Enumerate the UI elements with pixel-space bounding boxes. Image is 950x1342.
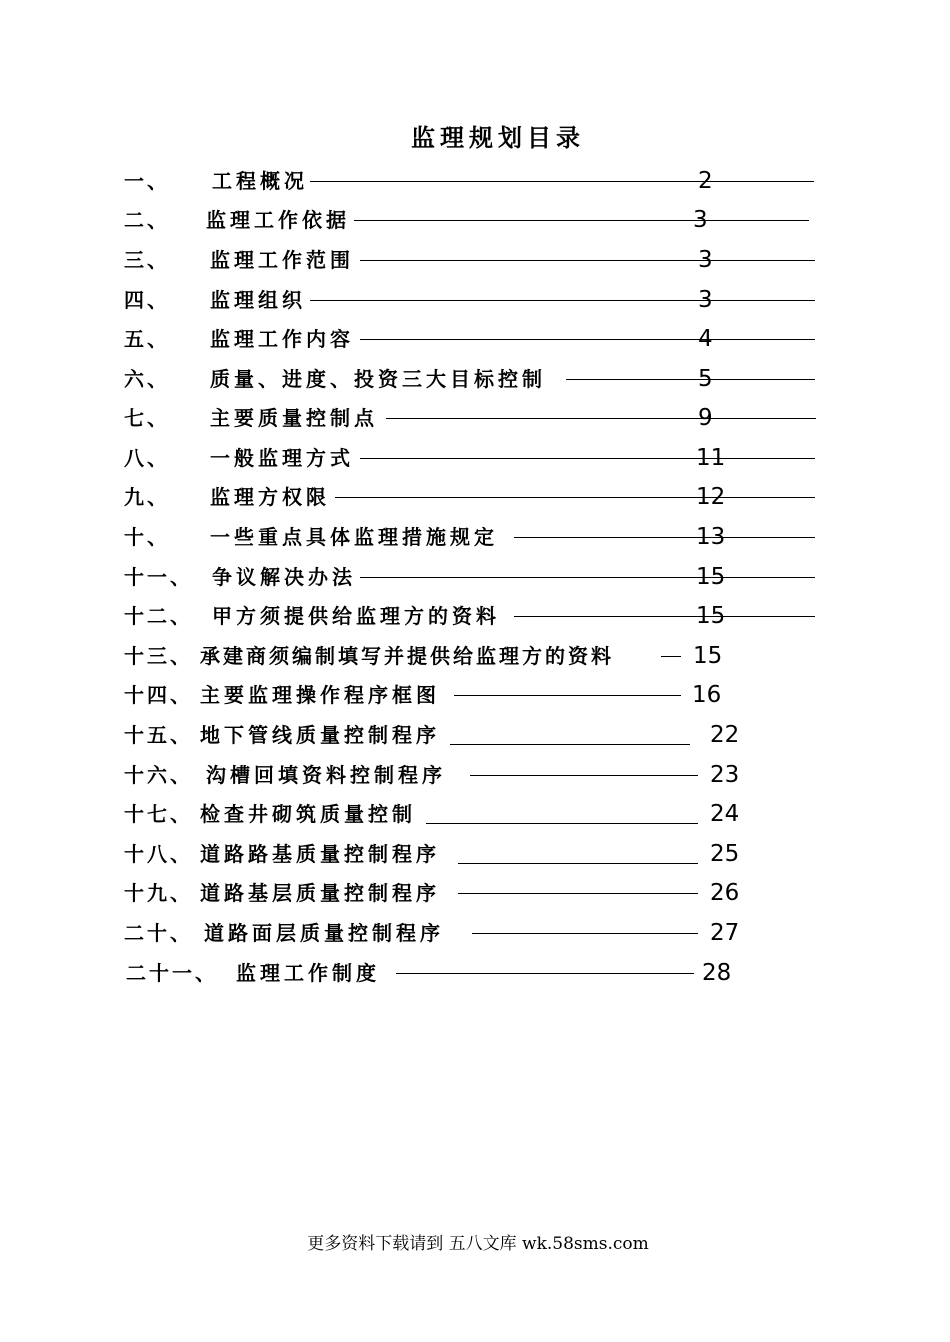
- toc-entry-page: 5: [698, 366, 713, 392]
- toc-leader-line: [426, 823, 698, 824]
- document-title: 监理规划目录: [411, 123, 585, 152]
- toc-entry-page: 3: [698, 287, 713, 313]
- toc-entry-page: 26: [710, 880, 740, 906]
- toc-entry-label: 承建商须编制填写并提供给监理方的资料: [200, 644, 614, 668]
- toc-entry-page: 27: [710, 920, 740, 946]
- toc-entry-page: 15: [696, 603, 726, 629]
- toc-entry[interactable]: [124, 720, 744, 750]
- toc-entry-page: 28: [702, 960, 732, 986]
- toc-entry[interactable]: [124, 799, 744, 829]
- toc-entry-page: 3: [698, 247, 713, 273]
- toc-entry-label: 一般监理方式: [210, 446, 354, 470]
- toc-leader-line: [470, 775, 698, 776]
- toc-entry[interactable]: [124, 245, 724, 275]
- toc-entry-label: 工程概况: [212, 169, 308, 193]
- toc-entry[interactable]: [124, 641, 724, 671]
- toc-leader-line: [310, 181, 814, 182]
- toc-entry-page: 3: [693, 207, 708, 233]
- toc-entry[interactable]: [124, 205, 724, 235]
- toc-entry-label: 争议解决办法: [212, 565, 356, 589]
- toc-leader-line: [396, 973, 694, 974]
- toc-entry[interactable]: [124, 601, 724, 631]
- toc-entry[interactable]: [124, 285, 724, 315]
- toc-leader-line: [450, 744, 690, 745]
- footer-note: 更多资料下载请到 五八文库 wk.58sms.com: [307, 1234, 649, 1254]
- toc-entry[interactable]: [126, 958, 746, 988]
- toc-entry-page: 9: [698, 405, 713, 431]
- toc-entry-number: 十八、: [124, 842, 193, 866]
- toc-entry[interactable]: [124, 839, 744, 869]
- toc-entry-number: 十二、: [124, 604, 193, 628]
- toc-entry-label: 监理工作范围: [210, 248, 354, 272]
- toc-entry-number: 十一、: [124, 565, 193, 589]
- toc-entry-number: 十九、: [124, 881, 193, 905]
- toc-leader-line: [354, 220, 809, 221]
- toc-entry[interactable]: [124, 166, 724, 196]
- toc-entry[interactable]: [124, 324, 724, 354]
- toc-leader-line: [386, 418, 816, 419]
- toc-entry-number: 二十、: [124, 921, 193, 945]
- toc-entry-page: 25: [710, 841, 740, 867]
- toc-entry-page: 12: [696, 484, 726, 510]
- toc-entry[interactable]: [124, 403, 724, 433]
- toc-entry-label: 监理方权限: [210, 485, 330, 509]
- toc-entry-number: 八、: [124, 446, 170, 470]
- toc-leader-line: [360, 339, 815, 340]
- toc-entry-number: 二十一、: [126, 961, 218, 985]
- toc-entry-number: 六、: [124, 367, 170, 391]
- toc-entry-number: 十六、: [124, 763, 193, 787]
- toc-entry-page: 23: [710, 762, 740, 788]
- toc-entry[interactable]: [124, 760, 744, 790]
- toc-leader-line: [514, 537, 815, 538]
- toc-entry-number: 十五、: [124, 723, 193, 747]
- toc-leader-line: [335, 497, 815, 498]
- toc-entry-label: 监理工作依据: [206, 208, 350, 232]
- toc-entry-label: 监理组织: [210, 288, 306, 312]
- toc-entry-page: 11: [696, 445, 726, 471]
- toc-entry-page: 4: [698, 326, 713, 352]
- toc-entry-number: 十四、: [124, 683, 193, 707]
- toc-entry-page: 2: [698, 168, 713, 194]
- toc-entry-label: 监理工作内容: [210, 327, 354, 351]
- toc-entry-label: 主要监理操作程序框图: [200, 683, 440, 707]
- toc-leader-line: [472, 933, 698, 934]
- toc-entry[interactable]: [124, 680, 724, 710]
- toc-entry-number: 九、: [124, 485, 170, 509]
- toc-leader-line: [360, 577, 815, 578]
- toc-entry-page: 15: [693, 643, 723, 669]
- toc-entry-number: 十三、: [124, 644, 193, 668]
- toc-leader-line: [454, 695, 681, 696]
- toc-entry-number: 十七、: [124, 802, 193, 826]
- toc-leader-line: [661, 656, 681, 657]
- toc-entry-number: 五、: [124, 327, 170, 351]
- toc-entry[interactable]: [124, 562, 724, 592]
- toc-entry-number: 二、: [124, 208, 170, 232]
- toc-leader-line: [310, 300, 815, 301]
- toc-entry-label: 道路路基质量控制程序: [200, 842, 440, 866]
- toc-entry[interactable]: [124, 878, 744, 908]
- toc-entry-page: 24: [710, 801, 740, 827]
- toc-leader-line: [514, 616, 815, 617]
- toc-leader-line: [458, 893, 698, 894]
- toc-entry-number: 四、: [124, 288, 170, 312]
- toc-entry-number: 十、: [124, 525, 170, 549]
- toc-entry-number: 三、: [124, 248, 170, 272]
- toc-entry[interactable]: [124, 482, 724, 512]
- toc-entry-label: 主要质量控制点: [210, 406, 378, 430]
- toc-leader-line: [360, 458, 815, 459]
- toc-entry-page: 15: [696, 564, 726, 590]
- toc-leader-line: [566, 379, 815, 380]
- toc-entry-label: 道路基层质量控制程序: [200, 881, 440, 905]
- toc-entry-number: 一、: [124, 169, 170, 193]
- toc-entry-page: 22: [710, 722, 740, 748]
- toc-entry-label: 地下管线质量控制程序: [200, 723, 440, 747]
- toc-entry[interactable]: [124, 443, 724, 473]
- toc-entry-label: 道路面层质量控制程序: [204, 921, 444, 945]
- toc-entry[interactable]: [124, 364, 724, 394]
- toc-entry-label: 质量、进度、投资三大目标控制: [210, 367, 546, 391]
- toc-entry-label: 监理工作制度: [236, 961, 380, 985]
- toc-entry-label: 甲方须提供给监理方的资料: [212, 604, 500, 628]
- toc-entry-label: 检查井砌筑质量控制: [200, 802, 416, 826]
- toc-entry[interactable]: [124, 522, 724, 552]
- toc-entry-label: 沟槽回填资料控制程序: [206, 763, 446, 787]
- toc-entry-page: 13: [696, 524, 726, 550]
- toc-entry-number: 七、: [124, 406, 170, 430]
- toc-entry-page: 16: [692, 682, 722, 708]
- toc-leader-line: [458, 863, 698, 864]
- toc-entry[interactable]: [124, 918, 744, 948]
- toc-leader-line: [360, 260, 815, 261]
- toc-entry-label: 一些重点具体监理措施规定: [210, 525, 498, 549]
